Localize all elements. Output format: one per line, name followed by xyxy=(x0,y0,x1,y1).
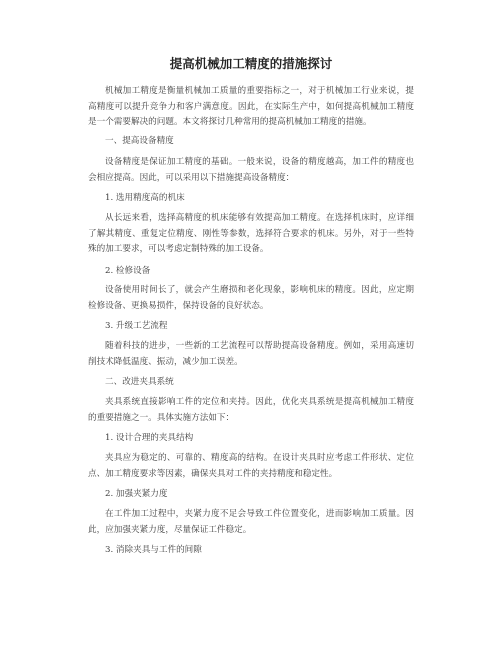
section1-item2-heading: 2. 检修设备 xyxy=(105,266,151,276)
section2-intro: 夹具系统直接影响工件的定位和夹持。因此，优化夹具系统是提高机械加工精度的重要措施之一。具体实施方法如下： xyxy=(88,397,414,423)
section2-item2-heading: 2. 加强夹紧力度 xyxy=(105,489,168,499)
document-title: 提高机械加工精度的措施探讨 xyxy=(169,56,333,71)
section1-intro: 设备精度是保证加工精度的基础。一般来说，设备的精度越高，加工件的精度也会相应提高。因此，可以采用以下措施提高设备精度： xyxy=(88,157,414,183)
section2-heading: 二、改进夹具系统 xyxy=(105,377,174,387)
section1-item3-text: 随着科技的进步，一些新的工艺流程可以帮助提高设备精度。例如，采用高速切削技术降低温度、振动，减少加工误差。 xyxy=(88,341,414,367)
section1-item2-text: 设备使用时间长了，就会产生磨损和老化现象，影响机床的精度。因此，应定期检修设备、更换易损件，保持设备的良好状态。 xyxy=(88,285,414,311)
intro-paragraph: 机械加工精度是衡量机械加工质量的重要指标之一，对于机械加工行业来说，提高精度可以提升竞争力和客户满意度。因此，在实际生产中，如何提高机械加工精度是一个需要解决的问题。本文将探讨几种常用的提高机械加工精度的措施。 xyxy=(88,86,414,127)
section1-item3-heading: 3. 升级工艺流程 xyxy=(105,321,168,331)
section2-item1-heading: 1. 设计合理的夹具结构 xyxy=(105,433,194,443)
section1-item1-text: 从长远来看，选择高精度的机床能够有效提高加工精度。在选择机床时，应详细了解其精度、重复定位精度、刚性等参数，选择符合要求的机床。另外，对于一些特殊的加工要求，可以考虑定制特殊的加工设备。 xyxy=(88,213,414,254)
section2-item2-text: 在工件加工过程中，夹紧力度不足会导致工件位置变化，进而影响加工质量。因此，应加强夹紧力度，尽量保证工件稳定。 xyxy=(88,509,414,535)
section2-item1-text: 夹具应为稳定的、可靠的、精度高的结构。在设计夹具时应考虑工件形状、定位点、加工精度要求等因素，确保夹具对工件的夹持精度和稳定性。 xyxy=(88,453,414,479)
section1-item1-heading: 1. 选用精度高的机床 xyxy=(105,193,185,203)
section2-item3-heading: 3. 消除夹具与工件的间隙 xyxy=(105,545,202,555)
section1-heading: 一、提高设备精度 xyxy=(105,136,174,146)
